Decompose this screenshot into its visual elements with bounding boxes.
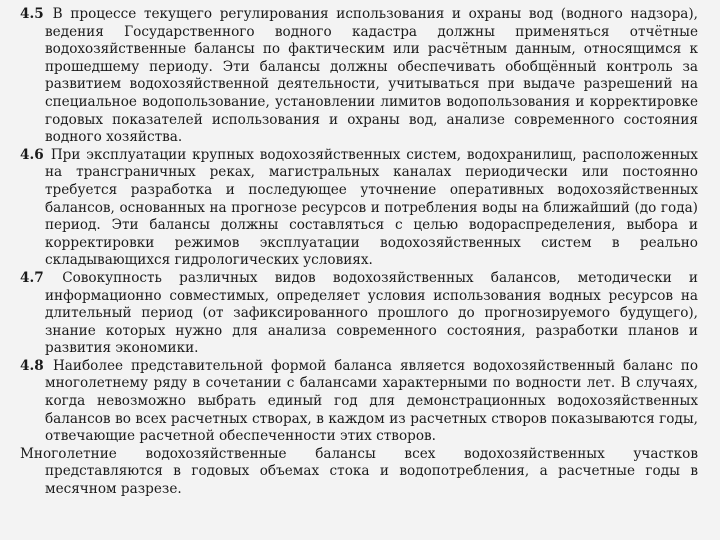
section-text: При эксплуатации крупных водохозяйственных систем, водохранилищ, расположенных на трансграничных реках, магистральных каналах периодически или постоянно требуется разработка и последующее уточнение оперативных водохозяйственных балансов, основанных на прогнозе ресурсов и потребления воды на ближайший (до года) период. Эти балансы должны составляться с целью водораспределения, выбора и корректировки режимов эксплуатации водохозяйственных систем в реально складывающихся гидрологических условиях. [45, 146, 698, 269]
closing-text: Многолетние водохозяйственные балансы всех водохозяйственных участков представляются в годовых объемах стока и водопотребления, а расчетные годы в месячном разрезе. [20, 445, 698, 498]
section-number: 4.8 [20, 357, 44, 374]
section-text: В процессе текущего регулирования использования и охраны вод (водного надзора), ведения Государственного водного кадастра должны применяться отчётные водохозяйственные балансы по фактическим или расчётным данным, относящимся к прошедшему периоду. Эти балансы должны обеспечивать обобщённый контроль за развитием водохозяйственной деятельности, учитываться при выдаче разрешений на специальное водопользование, установлении лимитов водопользования и корректировке годовых показателей использования и охраны вод, анализе современного состояния водного хозяйства. [45, 6, 698, 146]
section-4-8 [20, 358, 698, 446]
section-4-5 [20, 6, 698, 147]
section-number: 4.7 [20, 269, 44, 286]
section-4-7 [20, 270, 698, 358]
closing-paragraph [20, 446, 698, 499]
section-4-6 [20, 147, 698, 270]
section-number: 4.5 [20, 6, 44, 22]
section-number: 4.6 [20, 146, 44, 163]
section-text: Совокупность различных видов водохозяйственных балансов, методически и информационно совместимых, определяет условия использования водных ресурсов на длительный период (от зафиксированного прошлого до прогнозируемого будущего), знание которых нужно для анализа современного состояния, разработки планов и развития экономики. [45, 269, 698, 357]
section-text: Наиболее представительной формой баланса является водохозяйственный баланс по многолетнему ряду в сочетании с балансами характерными по водности лет. В случаях, когда невозможно выбрать единый год для демонстрационных водохозяйственных балансов во всех расчетных створах, в каждом из расчетных створов показываются годы, отвечающие расчетной обеспеченности этих створов. [45, 357, 698, 445]
